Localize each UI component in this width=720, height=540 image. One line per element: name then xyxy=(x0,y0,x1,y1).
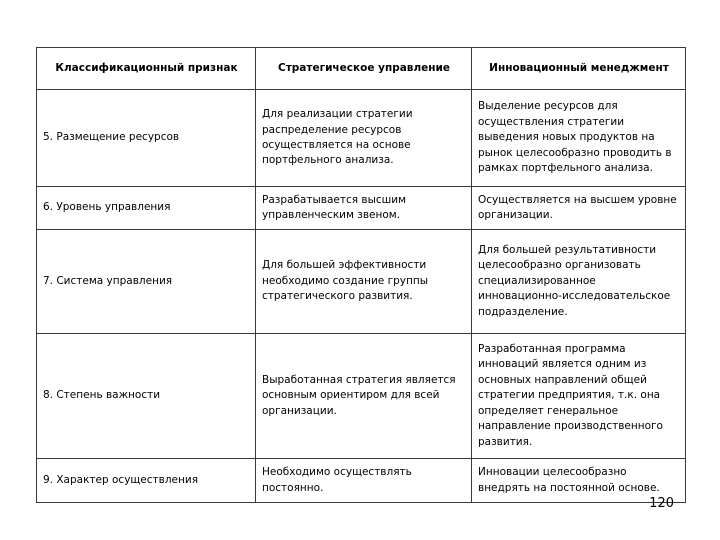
row-strategic-cell: Выработанная стратегия является основным ориентиром для всей организации. xyxy=(256,334,472,459)
table-header-row xyxy=(37,48,686,90)
table-row xyxy=(37,459,686,503)
header-strategic-management: Стратегическое управление xyxy=(256,48,472,90)
table-row xyxy=(37,187,686,230)
page-number: 120 xyxy=(649,496,674,511)
table-row xyxy=(37,230,686,334)
row-strategic-cell: Разрабатывается высшим управленческим звеном. xyxy=(256,187,472,230)
row-criterion: 8. Степень важности xyxy=(37,334,256,459)
row-strategic-cell: Для большей эффективности необходимо создание группы стратегического развития. xyxy=(256,230,472,334)
row-innovation-cell: Разработанная программа инноваций является одним из основных направлений общей стратегии предприятия, т.к. она определяет генеральное направление производственного развития. xyxy=(472,334,686,459)
comparison-table xyxy=(36,47,686,503)
row-innovation-cell: Для большей результативности целесообразно организовать специализированное инновационно-исследовательское подразделение. xyxy=(472,230,686,334)
table-row xyxy=(37,334,686,459)
header-innovation-management: Инновационный менеджмент xyxy=(472,48,686,90)
row-strategic-cell: Необходимо осуществлять постоянно. xyxy=(256,459,472,503)
row-criterion: 9. Характер осуществления xyxy=(37,459,256,503)
row-innovation-cell: Выделение ресурсов для осуществления стратегии выведения новых продуктов на рынок целесообразно проводить в рамках портфельного анализа. xyxy=(472,90,686,187)
row-innovation-cell: Инновации целесообразно внедрять на постоянной основе. xyxy=(472,459,686,503)
row-innovation-cell: Осуществляется на высшем уровне организации. xyxy=(472,187,686,230)
row-strategic-cell: Для реализации стратегии распределение ресурсов осуществляется на основе портфельного анализа. xyxy=(256,90,472,187)
header-criterion: Классификационный признак xyxy=(37,48,256,90)
row-criterion: 5. Размещение ресурсов xyxy=(37,90,256,187)
row-criterion: 6. Уровень управления xyxy=(37,187,256,230)
table-row xyxy=(37,90,686,187)
row-criterion: 7. Система управления xyxy=(37,230,256,334)
